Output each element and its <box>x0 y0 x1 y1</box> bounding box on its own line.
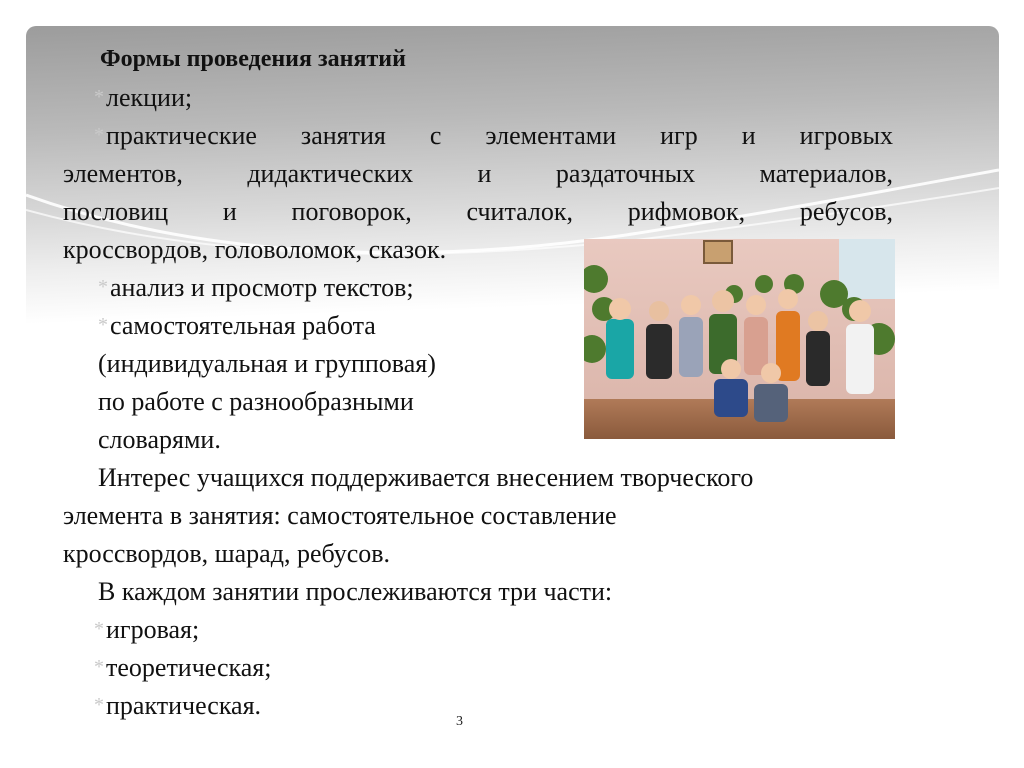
text-line: словарями. <box>98 425 221 454</box>
bullet-icon: * <box>98 276 108 298</box>
text-line: элемента в занятия: самостоятельное составление <box>63 501 617 530</box>
bullet-icon: * <box>94 656 104 678</box>
list-item-independent: *самостоятельная работа <box>98 311 376 340</box>
list-item-practical: *практические занятия с элементами игр и игровых <box>94 121 893 150</box>
list-item-part: *практическая. <box>94 691 262 720</box>
text-line: пословиц и поговорок, считалок, рифмовок, ребусов, <box>63 197 893 226</box>
slide-title: Формы проведения занятий <box>100 46 406 72</box>
text-line: по работе с разнообразными <box>98 387 414 416</box>
text-line: (индивидуальная и групповая) <box>98 349 436 378</box>
list-item-part: *игровая; <box>94 615 200 644</box>
text-line: кроссвордов, шарад, ребусов. <box>63 539 391 568</box>
text-line: кроссвордов, головоломок, сказок. <box>63 235 447 264</box>
children-in-costumes-photo <box>584 239 895 439</box>
bullet-icon: * <box>94 618 104 640</box>
bullet-icon: * <box>94 124 104 146</box>
list-item-analysis: *анализ и просмотр текстов; <box>98 273 414 302</box>
paragraph-parts: В каждом занятии прослеживаются три части: <box>98 577 613 606</box>
page-number: 3 <box>456 714 463 729</box>
text-line: элементов, дидактических и раздаточных материалов, <box>63 159 893 188</box>
list-item-part: *теоретическая; <box>94 653 272 682</box>
bullet-icon: * <box>94 694 104 716</box>
paragraph-interest: Интерес учащихся поддерживается внесением творческого <box>98 463 754 492</box>
bullet-icon: * <box>94 86 104 108</box>
list-item-lectures: *лекции; <box>94 83 193 112</box>
bullet-icon: * <box>98 314 108 336</box>
